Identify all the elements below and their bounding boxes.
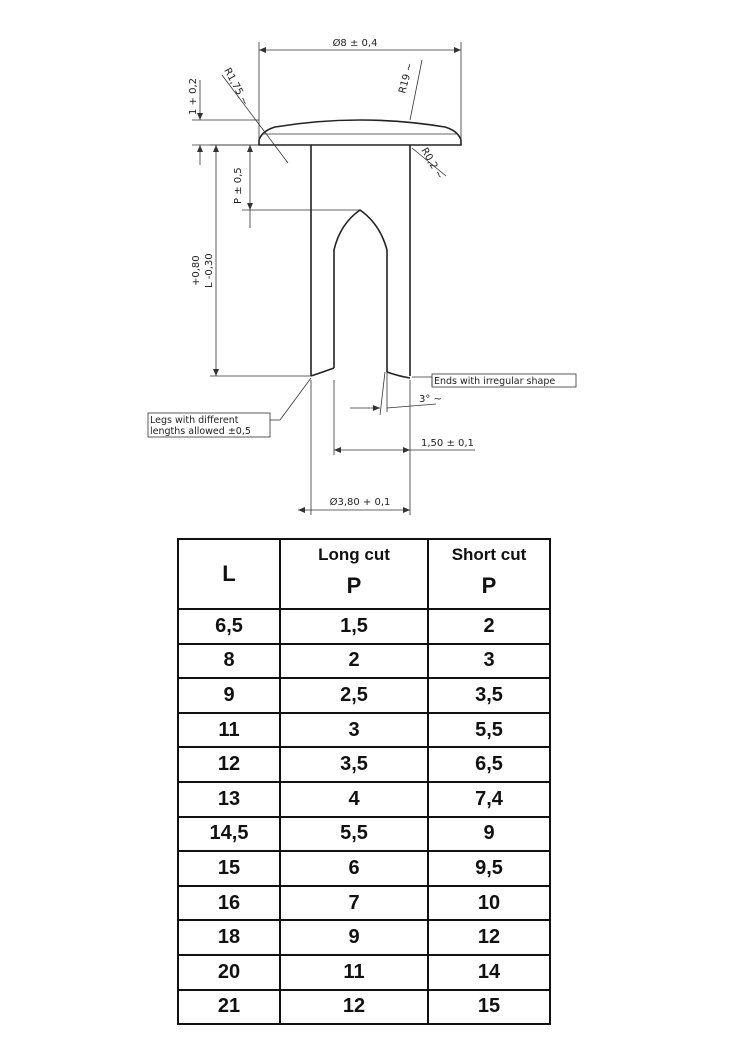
- l-dimension-minus: L -0,30: [204, 253, 215, 288]
- cell-long: 7: [280, 886, 428, 921]
- slot-width-label: 1,50 ± 0,1: [421, 438, 474, 449]
- table-row: [178, 920, 550, 955]
- table-header-row: [178, 539, 550, 609]
- cell-short: 15: [428, 990, 550, 1025]
- radius-edge-callout: [221, 66, 288, 163]
- cell-short: 14: [428, 955, 550, 990]
- head-height-label: 1 + 0,2: [188, 77, 199, 115]
- radius-top-label: R19 ~: [397, 61, 416, 95]
- right-leg-end: [387, 372, 410, 378]
- legs-note-line2: lengths allowed ±0,5: [150, 426, 251, 437]
- table-row: [178, 990, 550, 1025]
- legs-note-callout: [148, 378, 311, 437]
- radius-edge-label: R1,75 ~: [221, 66, 251, 108]
- cell-long: 1,5: [280, 609, 428, 644]
- cell-l: 18: [178, 920, 280, 955]
- irregular-ends-note: Ends with irregular shape: [434, 376, 556, 387]
- cell-long: 2: [280, 644, 428, 679]
- radius-top-callout: [397, 60, 422, 120]
- cell-long: 5,5: [280, 817, 428, 852]
- l-dimension: [191, 145, 311, 376]
- slot-width-dimension: [334, 380, 475, 455]
- cell-l: 16: [178, 886, 280, 921]
- l-dimension-plus: +0,80: [191, 255, 202, 286]
- header-short-cut-p: P: [481, 573, 497, 598]
- shank-diameter-dimension: [298, 380, 410, 515]
- length-table: [177, 538, 551, 1025]
- cell-short: 3: [428, 644, 550, 679]
- cell-short: 3,5: [428, 678, 550, 713]
- cell-long: 9: [280, 920, 428, 955]
- cell-l: 8: [178, 644, 280, 679]
- slot-profile: [334, 210, 387, 372]
- cell-l: 20: [178, 955, 280, 990]
- header-long-cut: [280, 539, 428, 609]
- cut-angle-dimension: [350, 372, 442, 415]
- table-row: [178, 782, 550, 817]
- cell-long: 3,5: [280, 747, 428, 782]
- header-long-cut-title: Long cut: [318, 545, 390, 564]
- p-dimension-label: P ± 0,5: [233, 167, 244, 204]
- cell-short: 9,5: [428, 851, 550, 886]
- irregular-ends-callout: [412, 374, 576, 387]
- header-long-cut-p: P: [346, 573, 362, 598]
- cell-long: 4: [280, 782, 428, 817]
- cell-long: 12: [280, 990, 428, 1025]
- cell-l: 9: [178, 678, 280, 713]
- shank-diameter-label: Ø3,80 + 0,1: [329, 497, 391, 508]
- cell-long: 3: [280, 713, 428, 748]
- table-row: [178, 955, 550, 990]
- head-height-dimension: [188, 78, 259, 165]
- cell-l: 21: [178, 990, 280, 1025]
- table-row: [178, 609, 550, 644]
- legs-note-line1: Legs with different: [150, 415, 239, 426]
- cell-l: 6,5: [178, 609, 280, 644]
- table-row: [178, 851, 550, 886]
- rivet-head: [259, 120, 461, 145]
- cell-short: 6,5: [428, 747, 550, 782]
- header-l: L: [178, 539, 280, 609]
- cell-long: 2,5: [280, 678, 428, 713]
- cell-short: 7,4: [428, 782, 550, 817]
- cell-l: 13: [178, 782, 280, 817]
- radius-underhead-label: R0,2 ~: [418, 146, 446, 182]
- cell-l: 12: [178, 747, 280, 782]
- header-short-cut: [428, 539, 550, 609]
- cell-short: 5,5: [428, 713, 550, 748]
- cell-short: 2: [428, 609, 550, 644]
- cell-l: 11: [178, 713, 280, 748]
- table-row: [178, 747, 550, 782]
- table-row: [178, 678, 550, 713]
- table-row: [178, 886, 550, 921]
- left-leg-end: [311, 368, 334, 376]
- header-short-cut-title: Short cut: [451, 545, 527, 564]
- radius-underhead-callout: [412, 146, 446, 181]
- cell-l: 14,5: [178, 817, 280, 852]
- cell-short: 12: [428, 920, 550, 955]
- head-diameter-label: Ø8 ± 0,4: [332, 38, 378, 49]
- cell-l: 15: [178, 851, 280, 886]
- cut-angle-label: 3° ~: [419, 394, 442, 405]
- table-row: [178, 644, 550, 679]
- table-row: [178, 713, 550, 748]
- table-row: [178, 817, 550, 852]
- cell-short: 9: [428, 817, 550, 852]
- p-dimension: [233, 145, 360, 228]
- cell-short: 10: [428, 886, 550, 921]
- cell-long: 11: [280, 955, 428, 990]
- cell-long: 6: [280, 851, 428, 886]
